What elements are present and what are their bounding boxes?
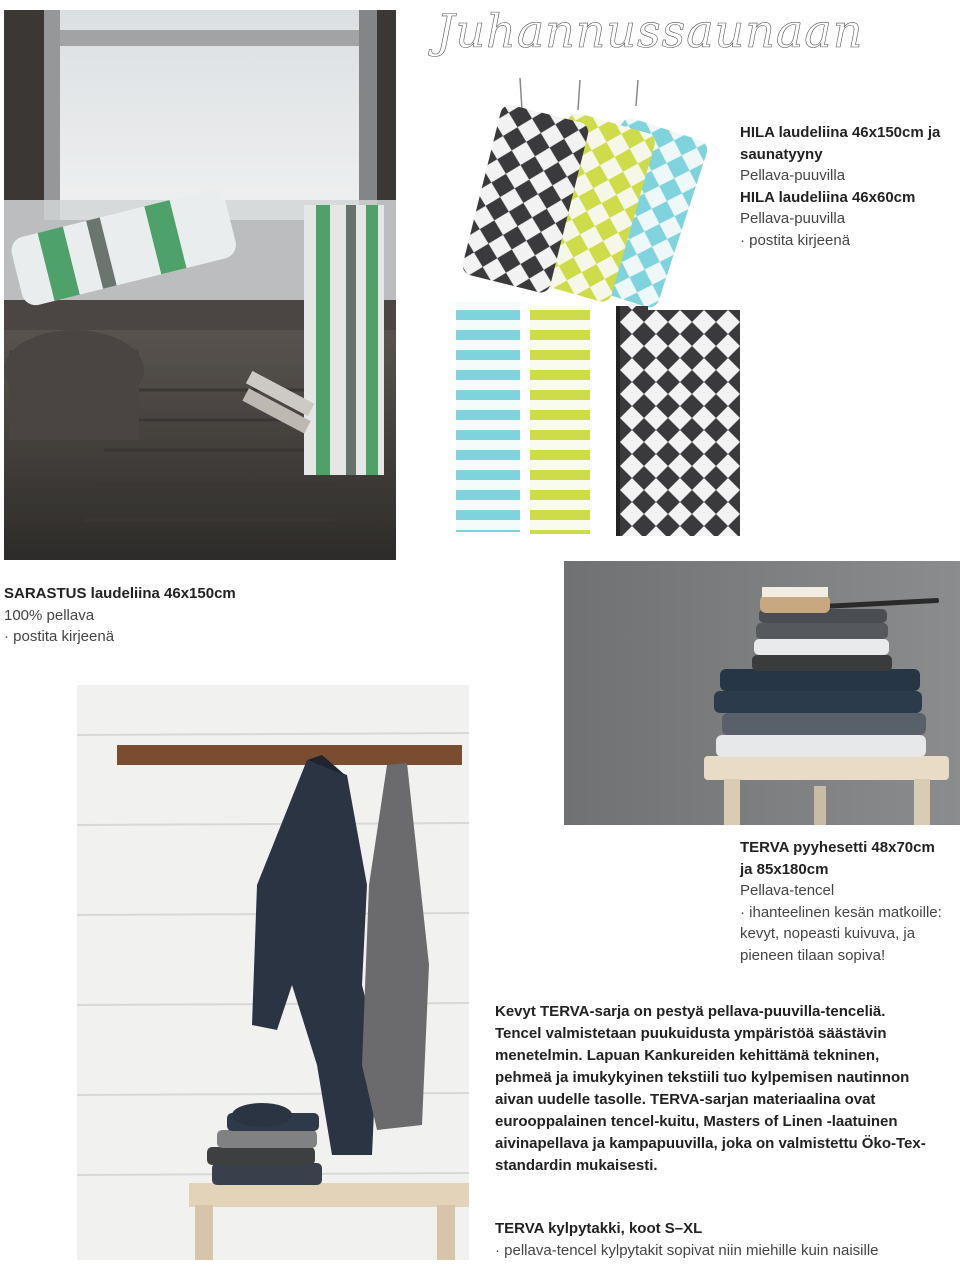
terva-set-material: Pellava-tencel	[740, 882, 835, 899]
description-line: aivan uudelle tasolle. TERVA-sarjan materiaalina ovat	[495, 1091, 876, 1108]
terva-robe-title: TERVA kylpytakki, koot S–XL	[495, 1220, 703, 1237]
terva-set-note-1: · ihanteelinen kesän matkoille:	[740, 903, 942, 921]
hila-title-3: HILA laudeliina 46x60cm	[740, 188, 916, 206]
terva-robe-photo	[77, 685, 469, 1260]
hila-product-info	[740, 122, 940, 251]
hila-material-2: Pellava-puuvilla	[740, 210, 846, 227]
page-title: Juhannussaunaan	[436, 4, 864, 58]
terva-set-product-info	[740, 837, 942, 966]
sarastus-title: SARASTUS laudeliina 46x150cm	[4, 585, 236, 602]
description-line: aivinapellava ja kampapuuvilla, joka on valmistettu Öko-Tex-	[495, 1135, 926, 1152]
description-line: eurooppalainen tencel-kuitu, Masters of Linen -laatuinen	[495, 1113, 898, 1130]
terva-robe-product-info	[495, 1218, 879, 1261]
sarastus-product-info	[4, 583, 236, 648]
hila-mailing-note: · postita kirjeenä	[740, 231, 851, 249]
terva-description	[495, 1001, 926, 1177]
hila-material-1: Pellava-puuvilla	[740, 167, 846, 184]
sauna-bench-photo	[4, 10, 396, 560]
terva-set-note-2: kevyt, nopeasti kuivuva, ja	[740, 925, 916, 942]
description-line: Kevyt TERVA-sarja on pestyä pellava-puuvilla-tenceliä.	[495, 1003, 886, 1020]
terva-set-title-1: TERVA pyyhesetti 48x70cm	[740, 839, 935, 856]
hila-title-2: saunatyyny	[740, 145, 823, 163]
terva-towels-photo	[564, 561, 960, 825]
terva-robe-note: · pellava-tencel kylpytakit sopivat niin miehille kuin naisille	[495, 1241, 879, 1259]
sarastus-mailing-note: · postita kirjeenä	[4, 628, 115, 645]
description-line: standardin mukaisesti.	[495, 1157, 658, 1174]
sarastus-material: 100% pellava	[4, 606, 95, 624]
description-line: Tencel valmistetaan puukuidusta ympäristöä säästävin	[495, 1025, 887, 1042]
terva-set-title-2: ja 85x180cm	[740, 860, 829, 878]
terva-set-note-3: pieneen tilaan sopiva!	[740, 946, 886, 964]
description-line: menetelmin. Lapuan Kankureiden kehittämä tekninen,	[495, 1047, 880, 1064]
hila-products-photo	[440, 70, 740, 540]
description-line: pehmeä ja imukykyinen tekstiili tuo kylpemisen nautinnon	[495, 1069, 910, 1086]
hila-title-1: HILA laudeliina 46x150cm ja	[740, 124, 941, 141]
